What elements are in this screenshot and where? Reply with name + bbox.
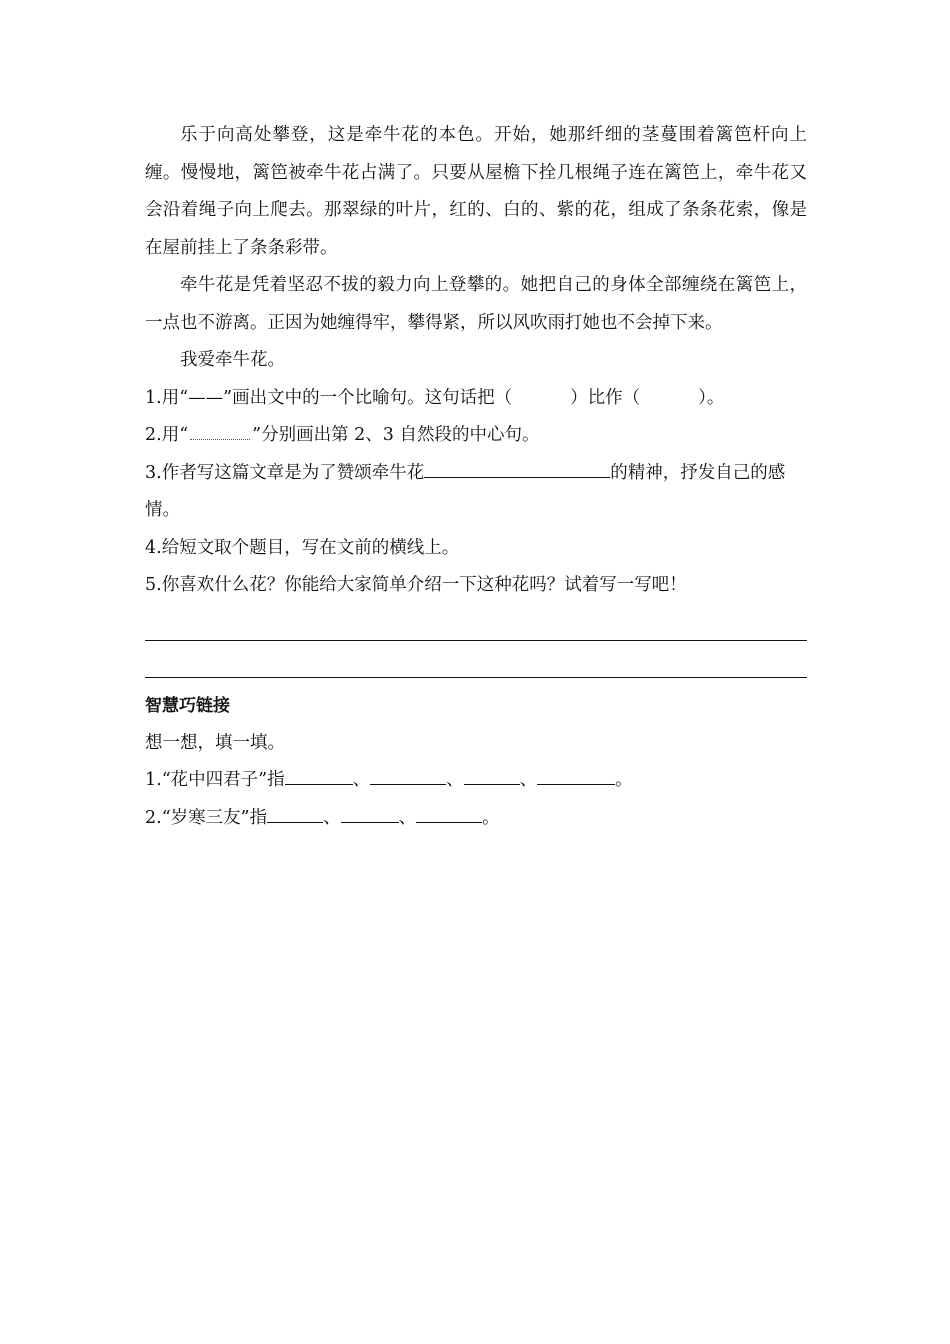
answer-blank[interactable] (464, 770, 520, 785)
question-3-text: 3.作者写这篇文章是为了赞颂牵牛花 (145, 462, 425, 483)
passage-paragraph-3: 我爱牵牛花。 (180, 350, 285, 370)
wisdom-item-2 (145, 800, 807, 838)
question-1-text: ）比作（ (570, 387, 641, 408)
wisdom-item-2-text: 2.“岁寒三友”指 (145, 807, 268, 828)
passage-paragraph-2: 牵牛花是凭着坚忍不拔的毅力向上登攀的。她把自己的身体全部缠绕在篱笆上，一点也不游离。正因为她缠得牢，攀得紧，所以风吹雨打她也不会掉下来。 (145, 275, 807, 333)
question-3-text: 的精神，抒发自己的感情。 (145, 462, 786, 520)
section-heading: 智慧巧链接 (145, 695, 230, 716)
spacer (145, 678, 807, 688)
question-2 (145, 417, 807, 455)
worksheet-page (145, 117, 807, 837)
question-4: 4.给短文取个题目，写在文前的横线上。 (145, 537, 460, 558)
end-mark: 。 (615, 770, 633, 790)
wisdom-item-1-text: 1.“花中四君子”指 (145, 770, 285, 790)
question-1-text: 1.用“——”画出文中的一个比喻句。这句话把（ (145, 387, 513, 408)
answer-blank[interactable] (537, 770, 615, 785)
answer-blank[interactable] (285, 770, 353, 785)
question-1-text: ）。 (698, 387, 725, 408)
wavy-underline-sample (190, 425, 250, 440)
answer-blank[interactable] (341, 808, 399, 823)
passage-paragraph-1: 乐于向高处攀登，这是牵牛花的本色。开始，她那纤细的茎蔓围着篱笆杆向上缠。慢慢地，篱笆被牵牛花占满了。只要从屋檐下拴几根绳子连在篱笆上，牵牛花又会沿着绳子向上爬去。那翠绿的叶片，红的、白的、紫的花，组成了条条花索，像是在屋前挂上了条条彩带。 (145, 125, 807, 258)
separator: 、 (352, 770, 371, 790)
separator: 、 (519, 770, 538, 790)
answer-blank[interactable] (424, 463, 610, 478)
answer-blank[interactable] (267, 808, 323, 823)
question-5: 5.你喜欢什么花？你能给大家简单介绍一下这种花吗？试着写一写吧！ (145, 575, 687, 595)
wisdom-item-1 (145, 762, 807, 800)
answer-blank[interactable] (370, 770, 446, 785)
spacer (145, 605, 807, 640)
section-instruction: 想一想，填一填。 (145, 732, 285, 753)
spacer (145, 641, 807, 677)
answer-blank[interactable] (416, 808, 482, 823)
question-3 (145, 455, 807, 530)
question-2-text: ”分别画出第 2、3 自然段的中心句。 (252, 425, 540, 445)
separator: 、 (398, 807, 417, 828)
question-2-text: 2.用“ (145, 425, 189, 445)
end-mark: 。 (482, 807, 500, 828)
separator: 、 (446, 770, 464, 790)
separator: 、 (323, 807, 341, 828)
question-1 (145, 380, 807, 418)
